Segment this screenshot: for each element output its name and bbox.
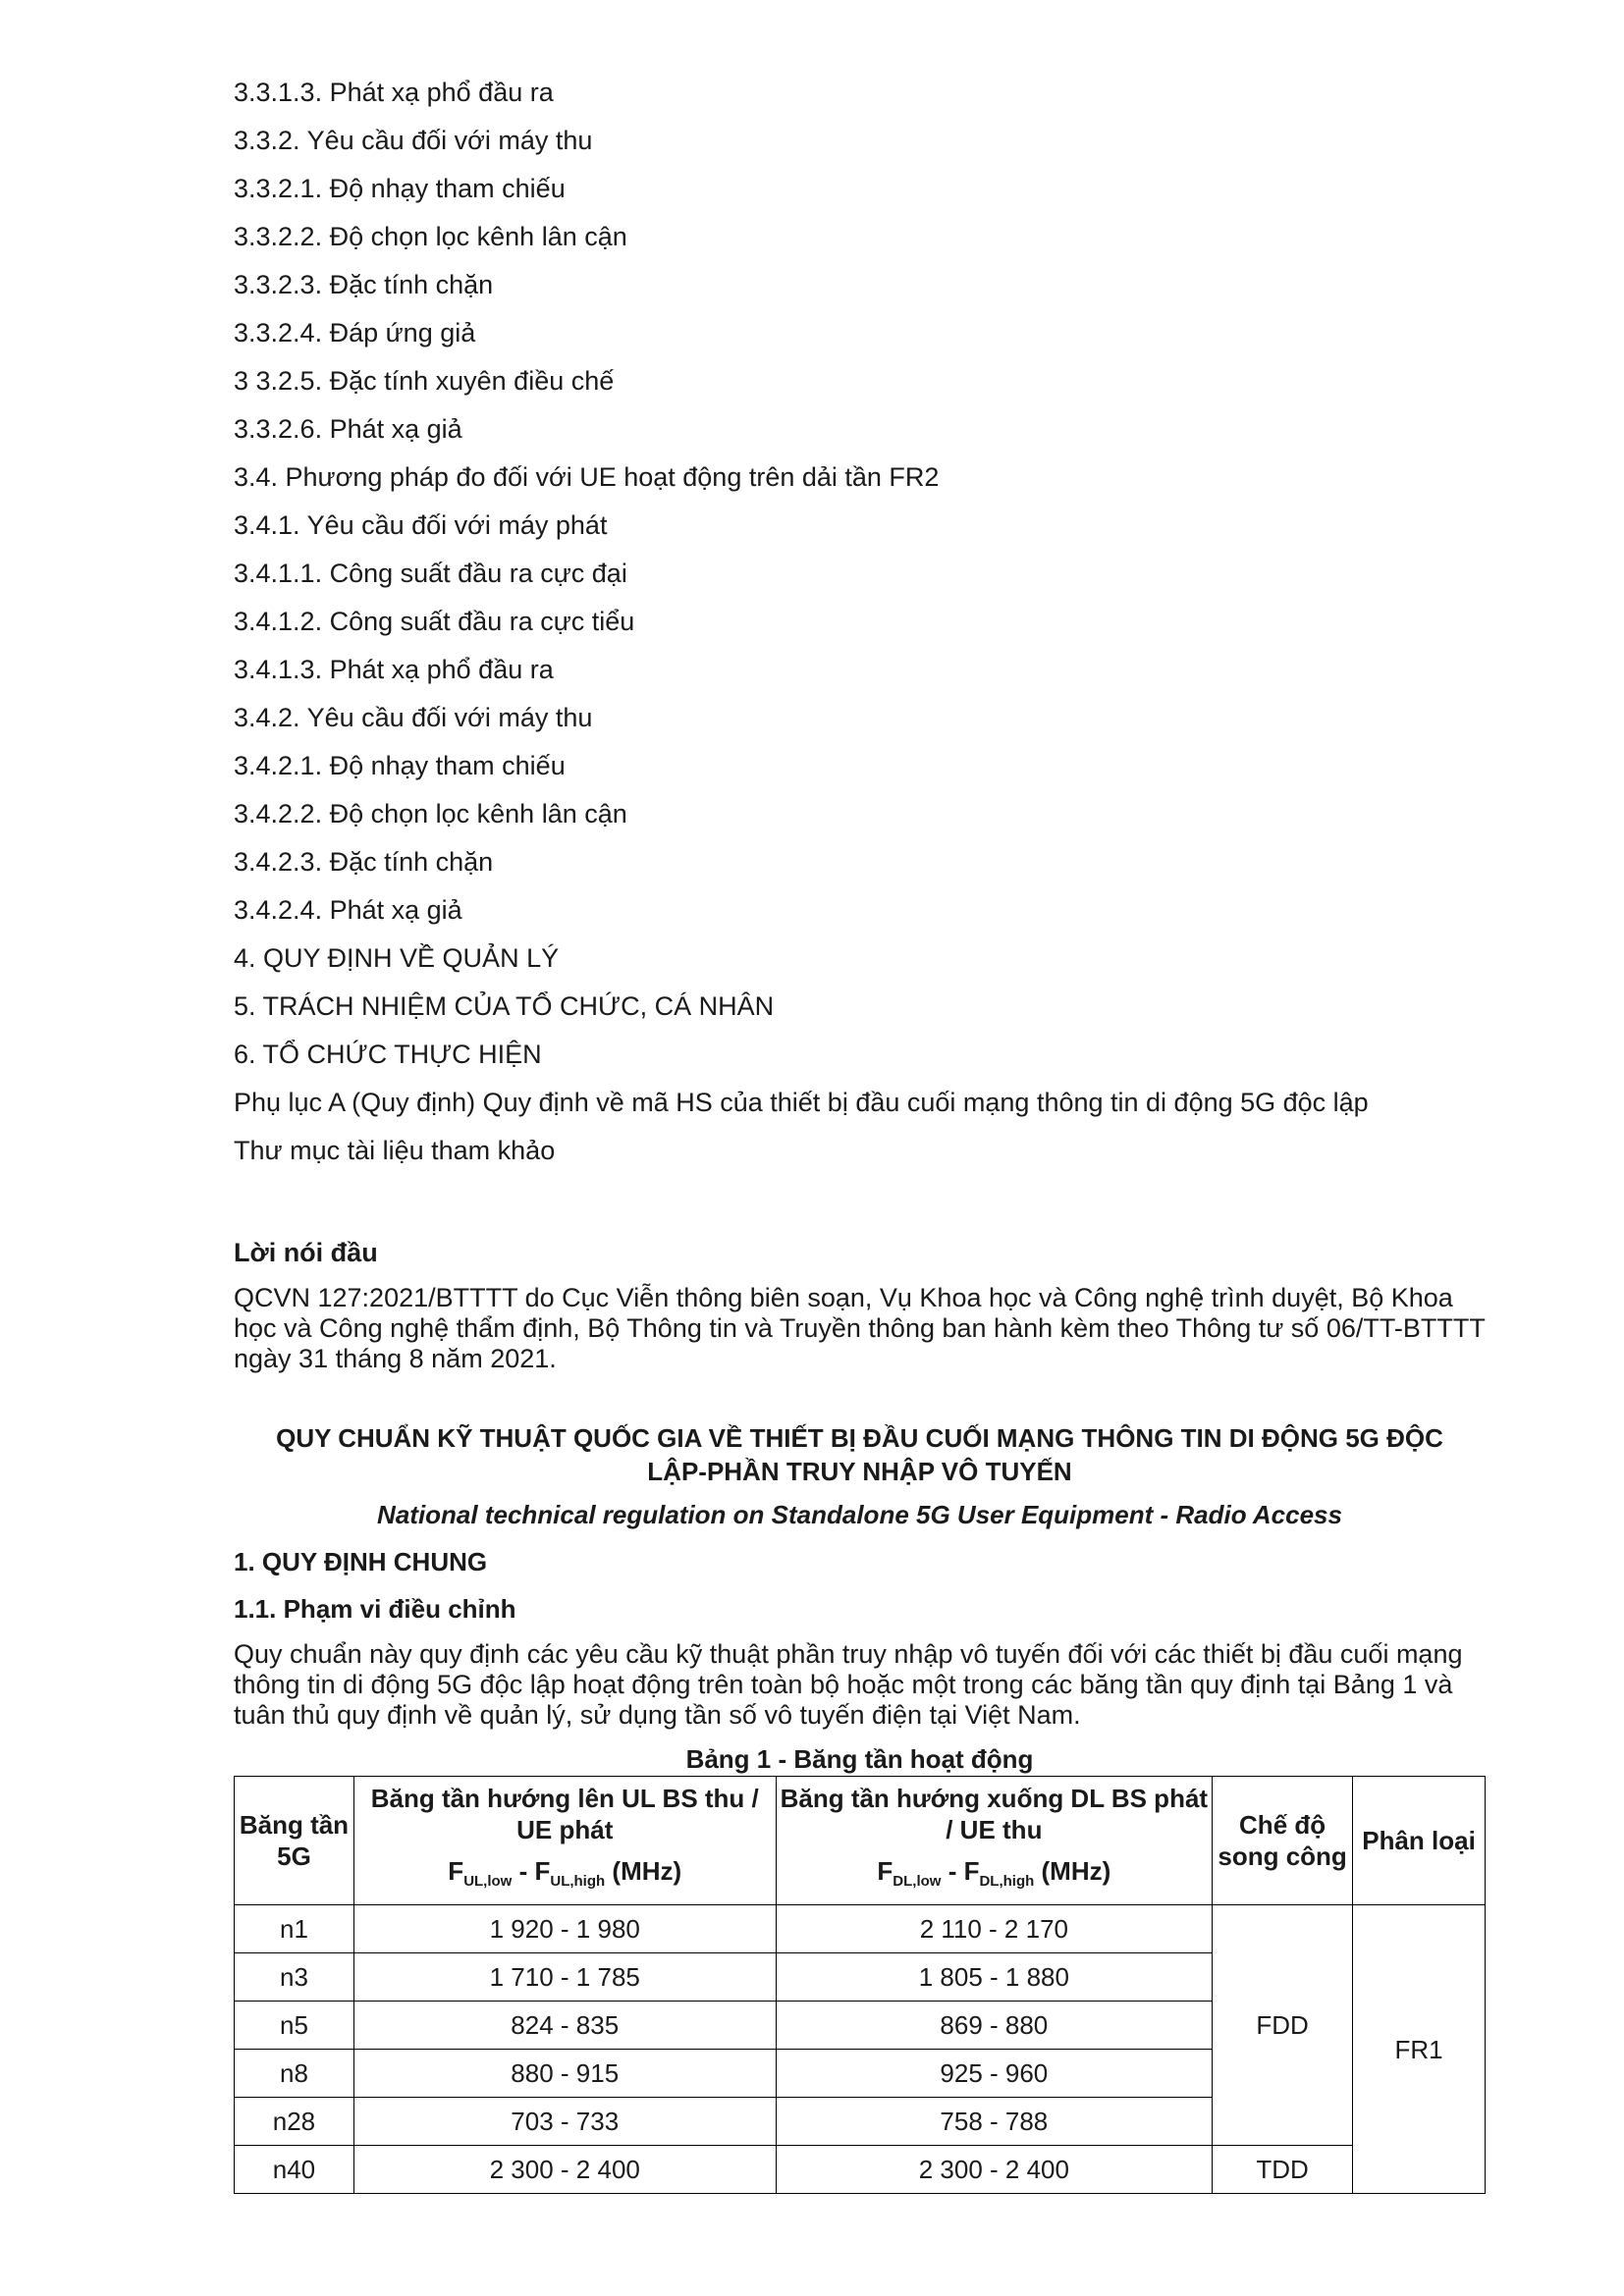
toc-item: 3.3.2.6. Phát xạ giả [234,414,462,444]
cell-duplex-tdd: TDD [1213,2146,1353,2194]
cell-class-fr1: FR1 [1353,1905,1486,2194]
header-uplink-formula [354,1855,776,1897]
toc-item: Phụ lục A (Quy định) Quy định về mã HS của thiết bị đầu cuối mạng thông tin di động 5G độc lập [234,1088,1369,1117]
cell-uplink: 1 710 - 1 785 [353,1953,776,2002]
formula-sub: DL,low [893,1873,942,1891]
foreword-title: Lời nói đầu [234,1238,378,1267]
cell-uplink: 1 920 - 1 980 [353,1905,776,1953]
cell-downlink: 758 - 788 [776,2098,1213,2146]
formula-f: - F [941,1856,980,1887]
formula-sub: DL,high [979,1873,1035,1891]
toc-item: 3.3.1.3. Phát xạ phổ đầu ra [234,78,554,107]
formula-sub: UL,low [463,1873,513,1891]
toc-item: 5. TRÁCH NHIỆM CỦA TỔ CHỨC, CÁ NHÂN [234,991,775,1021]
cell-downlink: 869 - 880 [776,2002,1213,2050]
header-class: Phân loại [1353,1777,1486,1905]
toc-item: 3.4.1.1. Công suất đầu ra cực đại [234,559,627,588]
cell-band: n8 [235,2050,354,2098]
toc-item: 3.4.2.1. Độ nhạy tham chiếu [234,751,566,780]
formula-unit: (MHz) [605,1856,682,1887]
foreword-text: QCVN 127:2021/BTTTT do Cục Viễn thông biên soạn, Vụ Khoa học và Công nghệ trình duyệt, Bộ Khoa học và Công nghệ thẩm định, Bộ Thông tin và Truyền thông ban hành kèm theo Thông tư số 06/TT-BTTTT ngày 31 tháng 8 năm 2021. [234,1283,1486,1373]
table-row [235,2146,1486,2194]
table-of-contents [234,69,1486,1175]
subsection-heading: 1.1. Phạm vi điều chỉnh [234,1594,516,1624]
toc-item: 3.3.2.4. Đáp ứng giả [234,318,476,347]
toc-item: 3.4.2.3. Đặc tính chặn [234,847,494,877]
cell-downlink: 925 - 960 [776,2050,1213,2098]
toc-item: 3.4.2. Yêu cầu đối với máy thu [234,703,593,732]
scope-paragraph: Quy chuẩn này quy định các yêu cầu kỹ thuật phần truy nhập vô tuyến đối với các thiết bị đầu cuối mạng thông tin di động 5G độc lập hoạt động trên toàn bộ hoặc một trong các băng tần quy định tại Bảng 1 và tuân thủ quy định về quản lý, sử dụng tần số vô tuyến điện tại Việt Nam. [234,1639,1463,1730]
header-band: Băng tần 5G [235,1777,354,1905]
formula-f: F [448,1856,464,1887]
cell-uplink: 703 - 733 [353,2098,776,2146]
cell-uplink: 2 300 - 2 400 [353,2146,776,2194]
cell-downlink: 1 805 - 1 880 [776,1953,1213,2002]
table-header-row [235,1777,1486,1905]
toc-item: 3.4.1.3. Phát xạ phổ đầu ra [234,655,554,684]
toc-item: 3 3.2.5. Đặc tính xuyên điều chế [234,366,615,396]
toc-item: 3.4. Phương pháp đo đối với UE hoạt động trên dải tần FR2 [234,462,940,492]
formula-unit: (MHz) [1034,1856,1111,1887]
header-downlink-formula [777,1855,1213,1897]
toc-item: 3.4.1. Yêu cầu đối với máy phát [234,510,608,540]
toc-item: 3.3.2.1. Độ nhạy tham chiếu [234,174,566,203]
toc-item: 3.4.2.2. Độ chọn lọc kênh lân cận [234,799,627,828]
cell-band: n1 [235,1905,354,1953]
cell-uplink: 880 - 915 [353,2050,776,2098]
cell-downlink: 2 110 - 2 170 [776,1905,1213,1953]
header-uplink [353,1777,776,1905]
formula-sub: UL,high [550,1873,606,1891]
cell-band: n28 [235,2098,354,2146]
band-table [234,1776,1486,2194]
cell-band: n40 [235,2146,354,2194]
table-row [235,1905,1486,1953]
toc-item: Thư mục tài liệu tham khảo [234,1136,556,1165]
document-page [234,69,1486,2194]
toc-item: 3.4.2.4. Phát xạ giả [234,895,462,925]
cell-downlink: 2 300 - 2 400 [776,2146,1213,2194]
header-downlink [776,1777,1213,1905]
toc-item: 3.3.2.2. Độ chọn lọc kênh lân cận [234,222,627,251]
regulation-subtitle: National technical regulation on Standalone 5G User Equipment - Radio Access [377,1500,1342,1529]
toc-item: 6. TỔ CHỨC THỰC HIỆN [234,1040,542,1069]
toc-item: 3.3.2. Yêu cầu đối với máy thu [234,126,593,155]
header-uplink-label: Băng tần hướng lên UL BS thu / UE phát [370,1784,759,1845]
header-downlink-label: Băng tần hướng xuống DL BS phát / UE thu [780,1784,1209,1845]
toc-item: 3.4.1.2. Công suất đầu ra cực tiểu [234,607,635,636]
cell-band: n3 [235,1953,354,2002]
section-heading: 1. QUY ĐỊNH CHUNG [234,1547,488,1576]
formula-f: - F [512,1856,551,1887]
cell-duplex-fdd: FDD [1213,1905,1353,2146]
toc-item: 3.3.2.3. Đặc tính chặn [234,270,494,299]
cell-uplink: 824 - 835 [353,2002,776,2050]
cell-band: n5 [235,2002,354,2050]
formula-f: F [877,1856,893,1887]
table-caption: Bảng 1 - Băng tần hoạt động [685,1744,1034,1774]
toc-item: 4. QUY ĐỊNH VỀ QUẢN LÝ [234,943,560,973]
header-duplex: Chế độ song công [1213,1777,1353,1905]
regulation-title: QUY CHUẨN KỸ THUẬT QUỐC GIA VỀ THIẾT BỊ ĐẦU CUỐI MẠNG THÔNG TIN DI ĐỘNG 5G ĐỘC LẬP-PHẦN TRUY NHẬP VÔ TUYẾN [276,1423,1443,1486]
